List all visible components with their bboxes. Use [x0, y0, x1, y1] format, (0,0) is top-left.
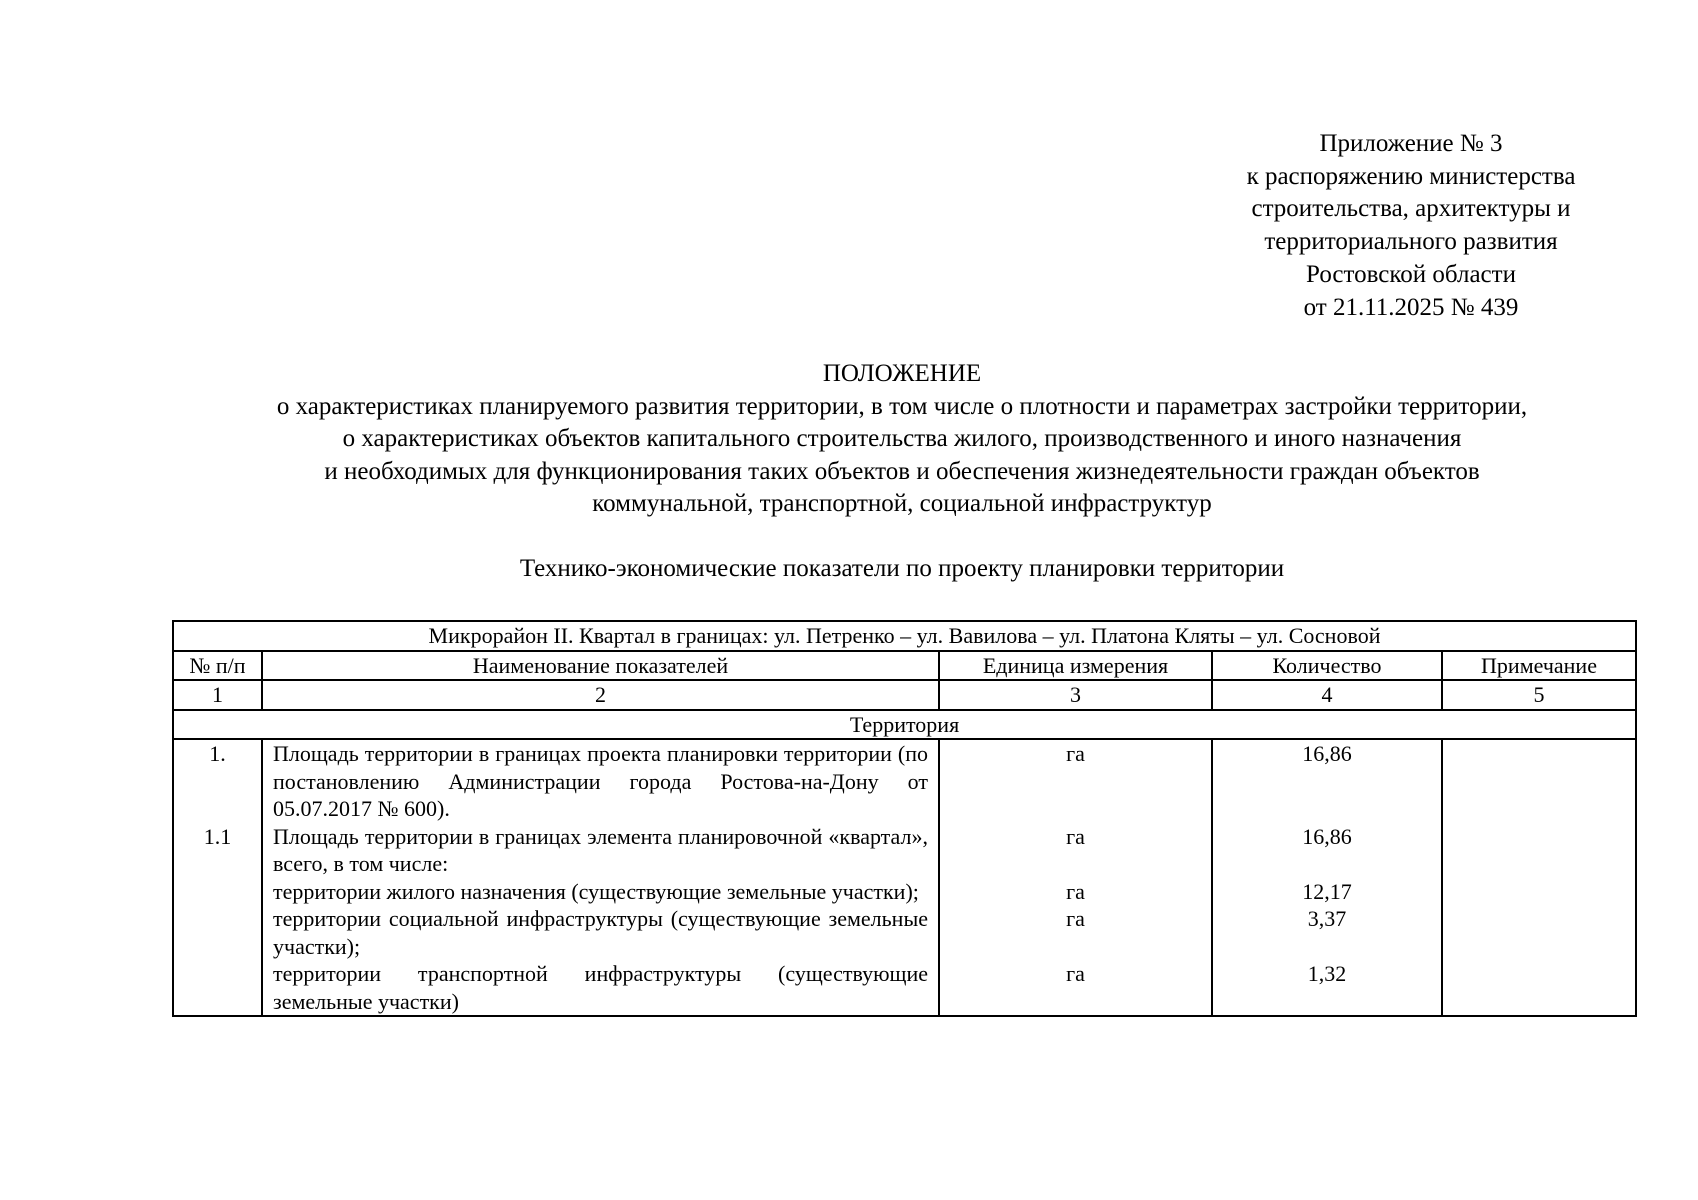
section-row	[173, 710, 1636, 740]
row-note	[1442, 739, 1636, 823]
table-row	[173, 823, 1636, 878]
row-unit: га	[939, 960, 1212, 1016]
row-note	[1442, 878, 1636, 906]
row-quantity: 16,86	[1212, 823, 1442, 878]
table-row	[173, 878, 1636, 906]
row-unit: га	[939, 823, 1212, 878]
document-title: ПОЛОЖЕНИЕ	[822, 360, 982, 387]
row-unit: га	[939, 905, 1212, 960]
table-caption-row	[173, 621, 1636, 651]
header-name: Наименование показателей	[262, 651, 939, 681]
column-number: 3	[939, 680, 1212, 710]
header-quantity: Количество	[1212, 651, 1442, 681]
table-row	[173, 905, 1636, 960]
column-number: 5	[1442, 680, 1636, 710]
document-heading	[160, 358, 1644, 521]
row-unit: га	[939, 739, 1212, 823]
row-quantity: 1,32	[1212, 960, 1442, 1016]
header-unit: Единица измерения	[939, 651, 1212, 681]
row-note	[1442, 823, 1636, 878]
row-note	[1442, 905, 1636, 960]
heading-line: о характеристиках объектов капитального строительства жилого, производственного и иного назначения	[342, 425, 1462, 453]
row-name: территории социальной инфраструктуры (существующие земельные участки);	[262, 905, 939, 960]
table-subtitle: Технико-экономические показатели по проекту планировки территории	[519, 555, 1285, 582]
row-number: 1.1	[173, 823, 262, 878]
heading-line: коммунальной, транспортной, социальной инфраструктур	[592, 490, 1212, 518]
column-number: 4	[1212, 680, 1442, 710]
header-number: № п/п	[173, 651, 262, 681]
indicators-table	[172, 620, 1637, 1017]
row-name: территории жилого назначения (существующие земельные участки);	[262, 878, 939, 906]
column-numbers-row	[173, 680, 1636, 710]
row-name: территории транспортной инфраструктуры (существующие земельные участки)	[262, 960, 939, 1016]
table-header-row	[173, 651, 1636, 681]
row-number	[173, 905, 262, 960]
row-note	[1442, 960, 1636, 1016]
appendix-line: Ростовской области	[1306, 260, 1516, 288]
heading-line: о характеристиках планируемого развития территории, в том числе о плотности и параметрах застройки территории,	[276, 392, 1528, 420]
row-name: Площадь территории в границах элемента планировочной «квартал», всего, в том числе:	[262, 823, 939, 878]
row-number	[173, 878, 262, 906]
row-quantity: 16,86	[1212, 739, 1442, 823]
row-name: Площадь территории в границах проекта планировки территории (по постановлению Администрации города Ростова-на-Дону от 05.07.2017 № 600).	[262, 739, 939, 823]
section-title: Территория	[173, 710, 1636, 740]
appendix-line: от 21.11.2025 № 439	[1303, 293, 1519, 321]
heading-line: и необходимых для функционирования таких объектов и обеспечения жизнедеятельности граждан объектов	[324, 457, 1480, 485]
table-row	[173, 739, 1636, 823]
table-row	[173, 960, 1636, 1016]
column-number: 1	[173, 680, 262, 710]
row-number: 1.	[173, 739, 262, 823]
table-caption: Микрорайон II. Квартал в границах: ул. Петренко – ул. Вавилова – ул. Платона Кляты – ул. Сосновой	[173, 621, 1636, 651]
appendix-block	[1216, 128, 1606, 324]
appendix-line: строительства, архитектуры и	[1251, 195, 1571, 223]
column-number: 2	[262, 680, 939, 710]
row-quantity: 3,37	[1212, 905, 1442, 960]
row-unit: га	[939, 878, 1212, 906]
header-note: Примечание	[1442, 651, 1636, 681]
appendix-line: к распоряжению министерства	[1246, 162, 1576, 190]
row-quantity: 12,17	[1212, 878, 1442, 906]
appendix-line: Приложение № 3	[1319, 130, 1503, 157]
row-number	[173, 960, 262, 1016]
appendix-line: территориального развития	[1264, 228, 1558, 256]
